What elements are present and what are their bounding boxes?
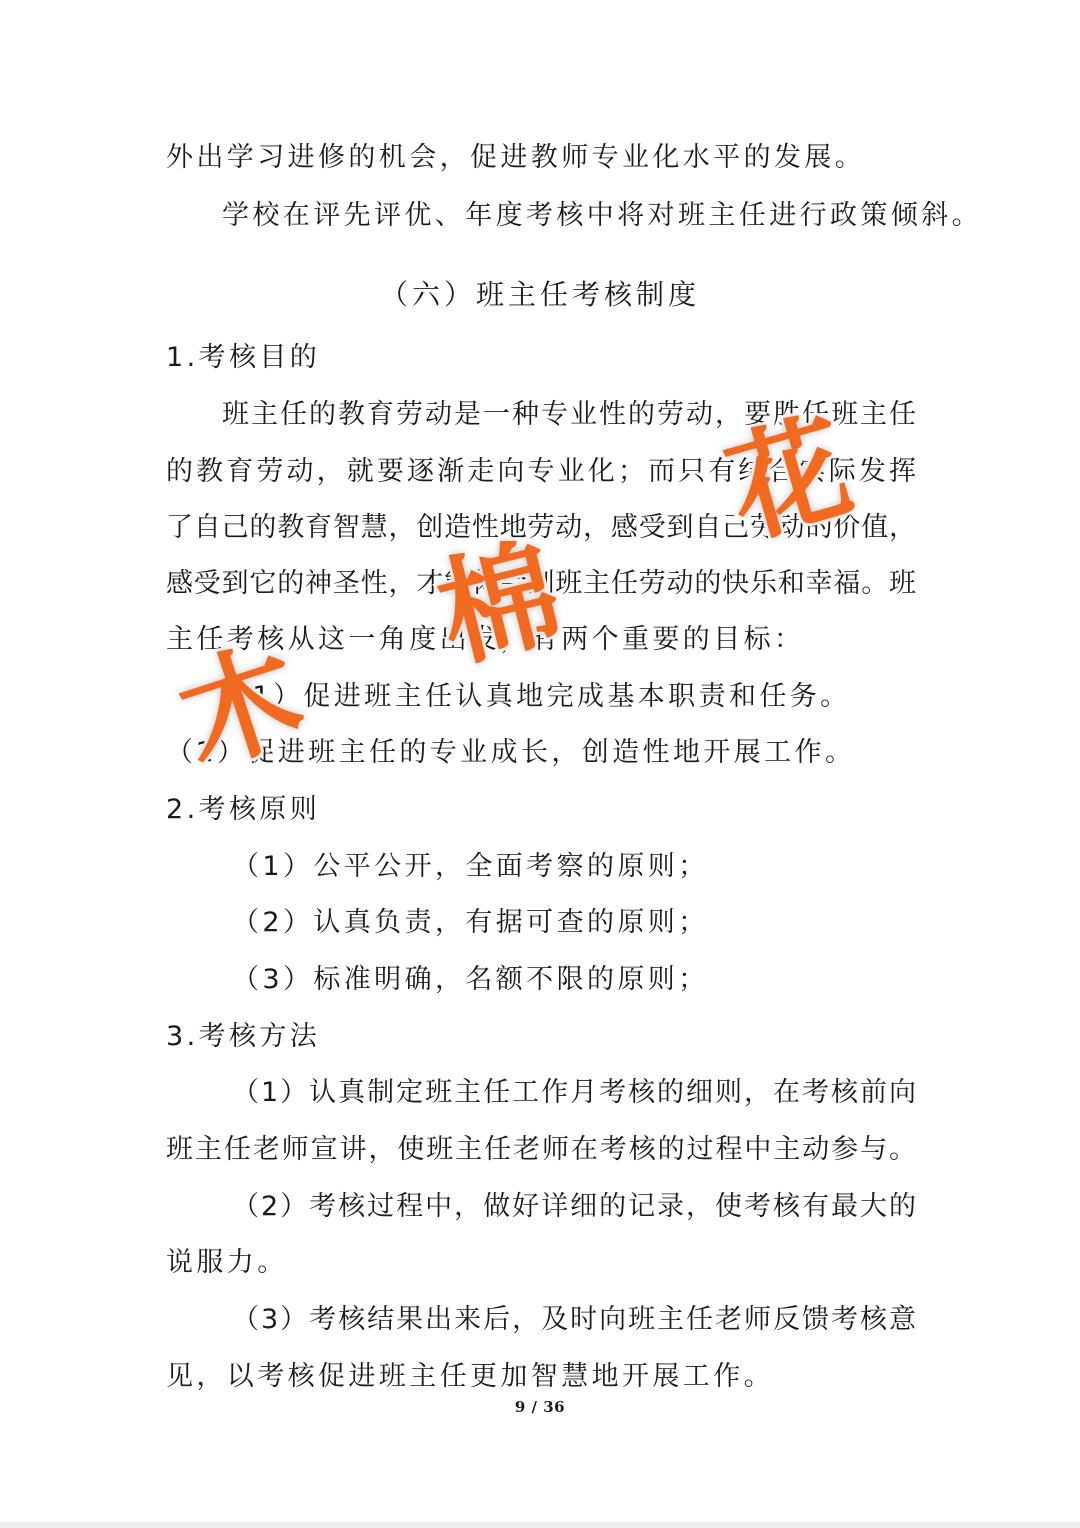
paragraph-line: 说服力。 (166, 1247, 288, 1278)
section-heading: （六）班主任考核制度 (379, 278, 700, 311)
paragraph-line: （2）考核过程中，做好详细的记录，使考核有最大的 (232, 1191, 916, 1222)
paragraph-line: 班主任老师宣讲，使班主任老师在考核的过程中主动参与。 (166, 1134, 916, 1165)
paragraph-line: （3）考核结果出来后，及时向班主任老师反馈考核意 (232, 1304, 916, 1335)
list-item: （1）公平公开，全面考察的原则； (232, 851, 709, 882)
list-item: （1）促进班主任认真地完成基本职责和任务。 (222, 681, 851, 712)
paragraph-line: 了自己的教育智慧，创造性地劳动，感受到自己劳动的价值， (166, 512, 916, 543)
paragraph-line: （1）认真制定班主任工作月考核的细则，在考核前向 (232, 1077, 916, 1108)
paragraph-line: 学校在评先评优、年度考核中将对班主任进行政策倾斜。 (222, 200, 982, 231)
list-item: （2）促进班主任的专业成长，创造性地开展工作。 (166, 737, 856, 768)
watermark-char: 棉 (425, 522, 573, 686)
paragraph-line: 外出学习进修的机会，促进教师专业化水平的发展。 (166, 142, 866, 173)
paragraph-line: 感受到它的神圣性，才能体会到班主任劳动的快乐和幸福。班 (166, 568, 916, 599)
list-item: （3）标准明确，名额不限的原则； (232, 964, 709, 995)
subsection-heading: 3.考核方法 (166, 1021, 321, 1052)
paragraph-line: 主任考核从这一角度出发，有两个重要的目标： (166, 624, 805, 655)
paragraph-line: 见，以考核促进班主任更加智慧地开展工作。 (166, 1361, 774, 1392)
page-bottom-edge (0, 1522, 1080, 1528)
paragraph-line: 的教育劳动，就要逐渐走向专业化；而只有结合实际发挥 (166, 456, 916, 487)
list-item: （2）认真负责，有据可查的原则； (232, 907, 709, 938)
page-number: 9 / 36 (514, 1398, 566, 1416)
watermark-char: 花 (713, 396, 865, 562)
subsection-heading: 1.考核目的 (166, 342, 321, 373)
subsection-heading: 2.考核原则 (166, 794, 321, 825)
watermark-char: 木 (163, 623, 319, 791)
paragraph-line: 班主任的教育劳动是一种专业性的劳动，要胜任班主任 (222, 399, 916, 430)
